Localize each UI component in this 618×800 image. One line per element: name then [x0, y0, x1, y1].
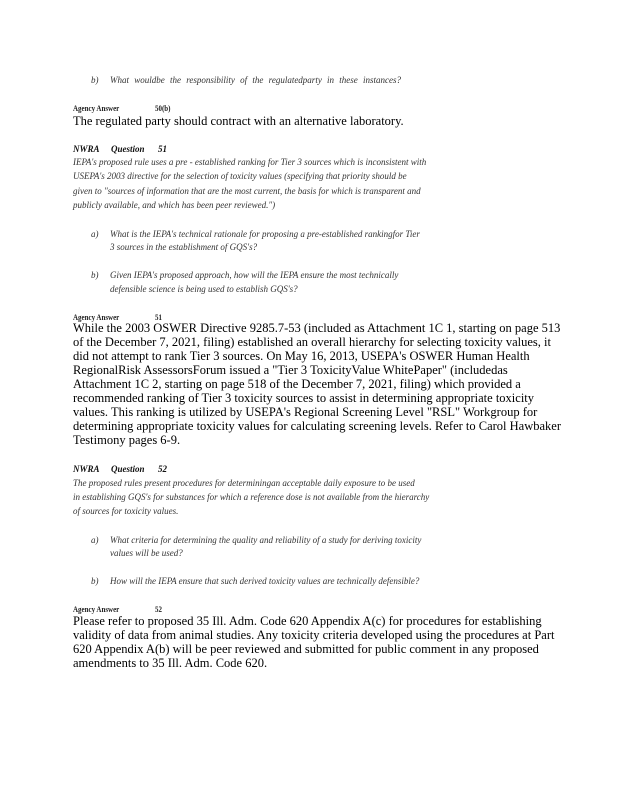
sub-question-line: Given IEPA's proposed approach, how will the IEPA ensure the most technically: [110, 270, 399, 280]
question-intro-line: publicly available, and which has been peer reviewed."): [73, 200, 276, 210]
agency-answer-label: Agency Answer: [73, 604, 120, 614]
question-intro-line: The proposed rules present procedures for determiningan acceptable daily exposure to be used: [73, 478, 415, 488]
answer-line: Testimony pages 6-9.: [73, 433, 181, 447]
answer-line: determining appropriate toxicity values for calculating screening levels. Refer to Carol Hawbaker: [73, 419, 562, 433]
answer-line: Please refer to proposed 35 Ill. Adm. Code 620 Appendix A(c) for procedures for establishing: [73, 614, 542, 628]
sub-b-marker: b): [91, 576, 99, 586]
question-intro-line: in establishing GQS's for substances for which a reference dose is not available from the hierarchy: [73, 492, 430, 502]
answer-line: RegionalRisk AssessorsForum issued a "Tier 3 ToxicityValue WhitePaper" (includedas: [73, 363, 508, 377]
sub-a-marker: a): [91, 229, 99, 239]
q50-sub-b-marker: b): [91, 75, 99, 85]
sub-question-text: How will the IEPA ensure that such derived toxicity values are technically defensible?: [110, 576, 420, 586]
org-label: NWRA: [73, 464, 100, 474]
agency-answer-number: 50(b): [155, 103, 171, 113]
agency-answer-label: Agency Answer: [73, 312, 120, 322]
agency-answer-number: 51: [155, 312, 162, 322]
sub-b-marker: b): [91, 270, 99, 280]
answer-line: did not attempt to rank Tier 3 sources. On May 16, 2013, USEPA's OSWER Human Health: [73, 349, 530, 363]
question-intro-line: given to "sources of information that are the most current, the basis for which is transparent and: [73, 186, 421, 196]
agency-answer-number: 52: [155, 604, 162, 614]
question-number: 52: [158, 464, 167, 474]
question-intro-line: IEPA's proposed rule uses a pre - established ranking for Tier 3 sources which is inconsistent with: [73, 157, 427, 167]
question-label: Question: [111, 144, 145, 154]
question-intro-line: of sources for toxicity values.: [73, 506, 179, 516]
answer-line: recommended ranking of Tier 3 toxicity sources to assist in determining appropriate toxicity: [73, 391, 535, 405]
question-label: Question: [111, 464, 145, 474]
sub-question-line: 3 sources in the establishment of GQS's?: [110, 242, 258, 252]
answer-line: values. This ranking is utilized by USEPA's Regional Screening Level "RSL" Workgroup for: [73, 405, 538, 419]
org-label: NWRA: [73, 144, 100, 154]
answer-line: amendments to 35 Ill. Adm. Code 620.: [73, 656, 268, 670]
agency-answer-label: Agency Answer: [73, 103, 120, 113]
answer-line: While the 2003 OSWER Directive 9285.7-53 (included as Attachment 1C 1, starting on page 513: [73, 321, 561, 335]
answer-line: of the December 7, 2021, filing) established an overall hierarchy for selecting toxicity values, it: [73, 335, 551, 349]
sub-question-line: What criteria for determining the quality and reliability of a study for deriving toxicity: [110, 535, 422, 545]
q50-sub-b-text: What wouldbe the responsibility of the regulatedparty in these instances?: [110, 75, 402, 85]
sub-question-line: What is the IEPA's technical rationale for proposing a pre-established rankingfor Tier: [110, 229, 420, 239]
answer-line: validity of data from animal studies. Any toxicity criteria developed using the procedures at Part: [73, 628, 555, 642]
agency-answer-text: The regulated party should contract with an alternative laboratory.: [73, 114, 404, 128]
answer-line: 620 Appendix A(b) will be peer reviewed and submitted for public comment in any proposed: [73, 642, 539, 656]
question-number: 51: [158, 144, 167, 154]
answer-line: Attachment 1C 2, starting on page 518 of the December 7, 2021, filing) which provided a: [73, 377, 521, 391]
question-intro-line: USEPA's 2003 directive for the selection of toxicity values (specifying that priority should be: [73, 171, 407, 181]
sub-question-line: defensible science is being used to establish GQS's?: [110, 284, 298, 294]
sub-question-line: values will be used?: [110, 548, 183, 558]
sub-a-marker: a): [91, 535, 99, 545]
